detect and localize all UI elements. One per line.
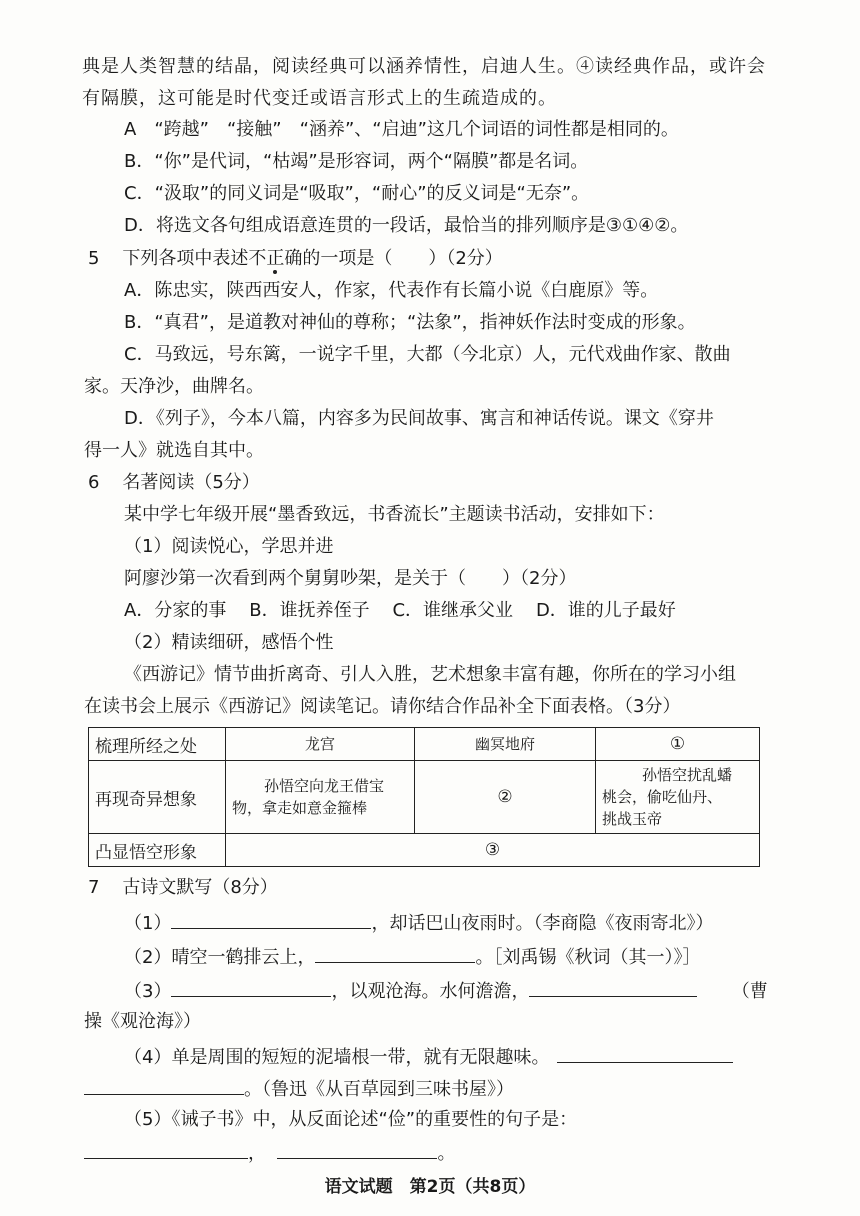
q7-line-4: （4）单是周围的短短的泥墙根一带，就有无限趣味。 [124,1044,733,1070]
q6-part1-options [124,599,676,623]
q7-title: 7 古诗文默写（8分） [88,877,278,898]
q4-option-a: A “跨越” “接触” “涵养”、“启迪”这几个词语的词性都是相同的。 [124,119,679,140]
question-number: 7 [88,877,100,898]
q6-title: 6 名著阅读（5分） [88,472,260,493]
q5-option-c: C．马致远，号东篱，一说字千里，大都（今北京）人，元代戏曲作家、散曲 [124,344,731,365]
cell-tiangong-detail: 孙悟空扰乱蟠 桃会，偷吃仙丹、 挑战玉帝 [596,761,760,834]
q7-line-4-cont: 。（鲁迅《从百草园到三味书屋》） [84,1076,514,1102]
q5-option-a: A．陈忠实，陕西西安人，作家，代表作有长篇小说《白鹿原》等。 [124,280,659,301]
answer-blank[interactable] [529,978,697,997]
q5-stem: 5 下列各项中表述不正确的一项是（ ）（2分） [88,248,503,269]
answer-blank[interactable] [84,1076,244,1095]
q4-passage-line-2: 有隔膜，这可能是时代变迁或语言形式上的生疏造成的。 [82,88,557,109]
q7-line-3: （3） ，以观沧海。水何澹澹， （曹 [124,978,768,1004]
q6-part2-line-1: 《西游记》情节曲折离奇、引人入胜，艺术想象丰富有趣，你所在的学习小组 [124,664,736,685]
option-a: A．分家的事 [124,600,227,621]
cell-difu: 幽冥地府 [415,728,596,761]
q4-option-c: C．“汲取”的同义词是“吸取”，“耐心”的反义词是“无奈”。 [124,183,590,204]
cell-longgong: 龙宫 [226,728,415,761]
q7-line-3-cont: 操《观沧海》） [84,1011,201,1032]
q7-line-5-answers: ， 。 [84,1140,455,1166]
blank-marker-2: ② [415,761,596,834]
blank-marker-3: ③ [226,834,760,867]
answer-blank[interactable] [84,1140,248,1159]
q5-option-d: D．《列子》，今本八篇，内容多为民间故事、寓言和神话传说。课文《穿井 [124,408,714,429]
question-number: 6 [88,472,100,493]
answer-blank[interactable] [315,944,475,963]
q7-line-1: （1） ，却话巴山夜雨时。（李商隐《夜雨寄北》） [124,910,713,936]
q6-intro: 某中学七年级开展“墨香致远，书香流长”主题读书活动，安排如下： [124,504,665,525]
answer-blank[interactable] [171,978,331,997]
option-c: C．谁继承父业 [392,600,514,621]
answer-blank[interactable] [277,1140,437,1159]
q5-option-d-cont: 得一人》就选自其中。 [84,440,264,461]
emphasis-dotted-text: 不正确 [248,248,303,269]
row-label: 梳理所经之处 [89,728,226,761]
q5-option-c-cont: 家。天净沙，曲牌名。 [84,376,264,397]
option-d: D．谁的儿子最好 [535,600,676,621]
blank-marker-1: ① [596,728,760,761]
q4-passage-line-1: 典是人类智慧的结晶，阅读经典可以涵养情性，启迪人生。④读经典作品，或许会 [82,56,766,77]
row-label: 凸显悟空形象 [89,834,226,867]
q4-option-b: B．“你”是代词，“枯竭”是形容词，两个“隔膜”都是名词。 [124,151,589,172]
q6-part2-line-2: 在读书会上展示《西游记》阅读笔记。请你结合作品补全下面表格。（3分） [84,696,681,717]
question-number: 5 [88,248,100,269]
q6-part2-title: （2）精读细研，感悟个性 [124,632,334,653]
answer-blank[interactable] [171,910,371,929]
row-label: 再现奇异想象 [89,761,226,834]
answer-blank[interactable] [557,1044,733,1063]
q4-option-d: D．将选文各句组成语意连贯的一段话，最恰当的排列顺序是③①④②。 [124,215,689,236]
page-footer: 语文试题 第2页（共8页） [324,1177,536,1197]
q7-line-5: （5）《诫子书》中，从反面论述“俭”的重要性的句子是： [124,1109,578,1130]
option-b: B．谁抚养侄子 [249,600,370,621]
cell-longgong-detail: 孙悟空向龙王借宝 物，拿走如意金箍棒 [226,761,415,834]
q5-option-b: B．“真君”，是道教对神仙的尊称；“法象”，指神妖作法时变成的形象。 [124,312,696,333]
q7-line-2: （2）晴空一鹤排云上， 。［刘禹锡《秋词（其一）》］ [124,944,700,970]
reading-notes-table [88,727,760,867]
q6-part1-title: （1）阅读悦心，学思并进 [124,536,334,557]
q6-part1-question: 阿廖沙第一次看到两个舅舅吵架，是关于（ ）（2分） [124,568,577,589]
